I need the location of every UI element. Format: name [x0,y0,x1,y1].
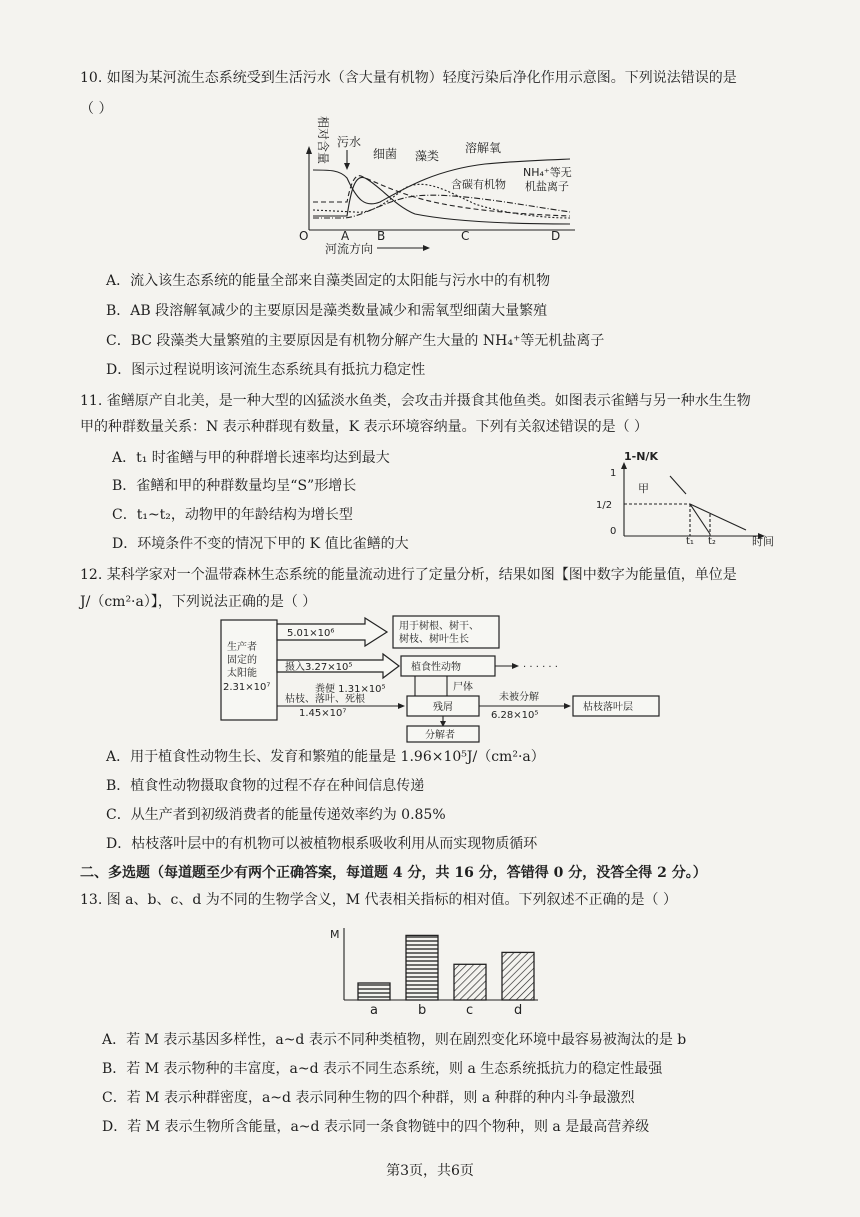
q13-tick-d: d [514,1003,523,1018]
q12-option-c: C．从生产者到初级消费者的能量传递效率约为 0.85% [106,807,446,823]
q13-option-b: B．若 M 表示物种的丰富度，a~d 表示不同生态系统，则 a 生态系统抵抗力的稳定性最强 [102,1061,663,1077]
q12-producer-1: 生产者 [227,642,257,653]
q12-option-d: D．枯枝落叶层中的有机物可以被植物根系吸收利用从而实现物质循环 [106,836,538,852]
q12-decomposer: 分解者 [425,730,455,741]
q13-bar-d [502,952,534,1000]
q11-line-jia [670,476,686,494]
q10-oxygen-label: 溶解氧 [465,141,502,155]
q12-stem-line1: 12. 某科学家对一个温带森林生态系统的能量流动进行了定量分析，结果如图【图中数字为能量值，单位是 [80,567,737,583]
q12-intake: 摄入3.27×10⁵ [285,662,353,673]
q12-residue: 残屑 [433,702,453,713]
q13-bar-b [406,935,438,1000]
q11-species-label: 甲 [638,482,649,495]
q11-y-1: 1 [610,468,617,479]
q10-option-d: D．图示过程说明该河流生态系统具有抵抗力稳定性 [106,362,426,378]
q11-stem-line2: 甲的种群数量关系：N 表示种群现有数量，K 表示环境容纳量。下列有关叙述错误的是（ ） [80,419,649,435]
q12-producer-value: 2.31×10⁷ [223,682,271,693]
q10-stem-line1: 10. 如图为某河流生态系统受到生活污水（含大量有机物）轻度污染后净化作用示意图。下列说法错误的是 [80,70,737,86]
q13-bar-a [358,983,390,1000]
q11-option-c: C．t₁~t₂，动物甲的年龄结构为增长型 [112,507,353,523]
q10-sewage-label: 污水 [337,135,362,149]
q11-y-title: 1-N/K [624,450,658,463]
q12-litter-2: 1.45×10⁷ [299,708,347,719]
q11-figure [590,446,790,546]
section-multiple-choice-header: 二、多选题（每道题至少有两个正确答案，每道题 4 分，共 16 分，答错得 0 分，没答全得 2 分。） [80,865,707,881]
q13-option-d: D．若 M 表示生物所含能量，a~d 表示同一条食物链中的四个物种，则 a 是最高营养级 [102,1119,650,1135]
q13-bar-c [454,964,486,1000]
q13-bar-chart [330,924,540,1016]
q11-y-half: 1/2 [596,500,613,511]
q10-option-c: C．BC 段藻类大量繁殖的主要原因是有机物分解产生大量的 NH₄⁺等无机盐离子 [106,333,605,349]
q11-option-b: B．雀鳝和甲的种群数量均呈“S”形增长 [112,478,357,494]
q13-stem: 13. 图 a、b、c、d 为不同的生物学含义，M 代表相关指标的相对值。下列叙述不正确的是（ ） [80,892,677,908]
q13-option-c: C．若 M 表示种群密度，a~d 表示同种生物的四个种群，则 a 种群的种内斗争最激烈 [102,1090,635,1106]
q12-corpse: 尸体 [453,682,473,693]
q11-t1: t₁ [686,536,694,547]
q12-herbivore: 植食性动物 [411,662,461,673]
q10-origin: O [299,229,309,243]
q12-top-box-1: 用于树根、树干、 [399,621,479,632]
q12-option-b: B．植食性动物摄取食物的过程不存在种间信息传递 [106,778,425,794]
q10-stem-line2: （ ） [80,101,113,117]
q11-t2: t₂ [708,536,716,547]
q10-y-label: 相对含量 [316,116,330,165]
q10-option-b: B．AB 段溶解氧减少的主要原因是藻类数量减少和需氧型细菌大量繁殖 [106,303,548,319]
q13-tick-c: c [466,1003,474,1018]
q10-point-d: D [551,229,561,243]
q10-bacteria-label: 细菌 [373,147,398,161]
q11-stem-line1: 11. 雀鳝原产自北美，是一种大型的凶猛淡水鱼类，会攻击并摄食其他鱼类。如图表示雀鳝与另一种水生生物 [80,393,751,409]
q11-option-a: A．t₁ 时雀鳝与甲的种群增长速率均达到最大 [112,450,390,466]
q11-x-title: 时间 [752,535,774,548]
q12-litter-layer: 枯枝落叶层 [583,702,633,713]
q12-stem-line2: J/（cm²·a）】，下列说法正确的是（ ） [80,594,317,610]
q12-dots: · · · · · · [523,662,558,673]
q10-option-a: A．流入该生态系统的能量全部来自藻类固定的太阳能与污水中的有机物 [106,273,551,289]
q12-litter-1: 枯枝、落叶、死根 [285,694,365,705]
q10-nh4-label: NH₄⁺等无 [523,166,572,179]
q12-producer-3: 太阳能 [227,668,257,679]
q10-nh4-label2: 机盐离子 [525,180,569,193]
q10-algae-label: 藻类 [415,149,440,163]
q10-organic-label: 含碳有机物 [451,178,506,191]
q11-option-d: D．环境条件不变的情况下甲的 K 值比雀鳝的大 [112,536,409,552]
page-footer: 第3页，共6页 [386,1163,474,1179]
q10-point-b: B [377,229,386,243]
q12-option-a: A．用于植食性动物生长、发育和繁殖的能量是 1.96×10⁵J/（cm²·a） [106,749,545,765]
q10-x-label: 河流方向 [325,242,374,256]
q13-tick-b: b [418,1003,427,1018]
q13-y-label: M [330,928,340,941]
q12-producer-2: 固定的 [227,655,257,666]
q10-point-a: A [341,229,350,243]
q10-point-c: C [461,229,470,243]
q11-y-0: 0 [610,526,617,537]
q13-option-a: A．若 M 表示基因多样性，a~d 表示不同种类植物，则在剧烈变化环境中最容易被淘汰的是 b [102,1032,687,1048]
q10-figure [285,116,595,256]
q12-undecomposed: 未被分解 [499,692,539,703]
q12-feces: 粪便 1.31×10⁵ [315,684,386,695]
q12-figure [215,612,695,742]
q12-top-value: 5.01×10⁶ [287,628,335,639]
q12-top-box-2: 树枝、树叶生长 [399,634,469,645]
q12-undecomposed-value: 6.28×10⁵ [491,710,539,721]
q13-tick-a: a [370,1003,378,1018]
